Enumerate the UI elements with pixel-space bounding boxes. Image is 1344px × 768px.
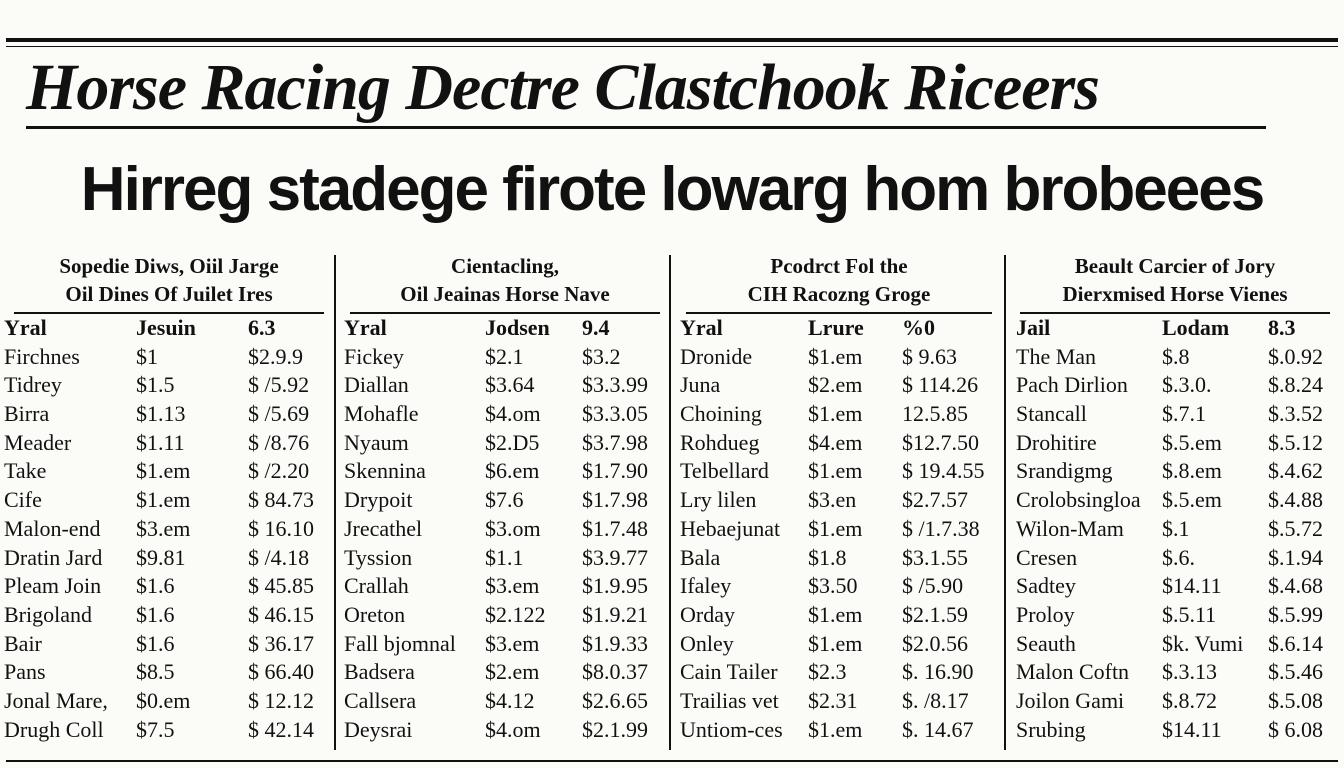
- payout-cell: $ 6.08: [1268, 716, 1323, 742]
- table-row: [676, 429, 1002, 458]
- column-heading-line-1: Cientacling,: [451, 254, 559, 278]
- odds-cell: $.5.em: [1162, 487, 1222, 513]
- column-heading-line-2: Dierxmised Horse Vienes: [1062, 282, 1288, 306]
- column-heading-line-2: Oil Jeainas Horse Nave: [400, 282, 610, 306]
- horse-name-cell: Jonal Mare,: [4, 687, 108, 713]
- table-row: [1010, 400, 1340, 429]
- table-row: [1010, 601, 1340, 630]
- table-row: [4, 371, 334, 400]
- horse-name-cell: Drypoit: [344, 487, 413, 513]
- payout-cell: $. 16.90: [902, 659, 974, 685]
- payout-cell: $ 16.10: [248, 515, 314, 541]
- horse-name-cell: Trailias vet: [680, 687, 779, 713]
- odds-cell: $3.em: [136, 515, 191, 541]
- odds-cell: $1.11: [136, 429, 185, 455]
- bottom-rule: [6, 760, 1338, 762]
- payout-cell: $ 46.15: [248, 601, 314, 627]
- payout-cell: $ 9.63: [902, 343, 957, 369]
- headline: Horse Racing Dectre Clastchook Riceers: [26, 50, 1266, 129]
- horse-name-cell: Cain Tailer: [680, 659, 778, 685]
- horse-name-cell: Skennina: [344, 458, 426, 484]
- payout-cell: $.0.92: [1268, 343, 1323, 369]
- horse-name-cell: Pleam Join: [4, 573, 102, 599]
- horse-name-cell: Meader: [4, 429, 72, 455]
- table-row: [4, 544, 334, 573]
- odds-cell: $3.64: [485, 372, 535, 398]
- table-row: [1010, 572, 1340, 601]
- odds-cell: $2.122: [485, 601, 546, 627]
- payout-cell: $ 36.17: [248, 630, 314, 656]
- payout-cell: $ 84.73: [248, 487, 314, 513]
- column-2: [340, 248, 670, 753]
- header-cell: Jail: [1016, 315, 1051, 340]
- table-row: [676, 343, 1002, 372]
- column-4: [1010, 248, 1340, 753]
- odds-cell: $6.em: [485, 458, 540, 484]
- odds-cell: $7.6: [485, 487, 524, 513]
- table-row: [4, 716, 334, 745]
- horse-name-cell: Stancall: [1016, 401, 1087, 427]
- table-row: [340, 687, 670, 716]
- payout-cell: $1.7.90: [582, 458, 648, 484]
- header-cell: 8.3: [1268, 315, 1296, 340]
- payout-cell: $ /1.7.38: [902, 515, 980, 541]
- table-row: [4, 429, 334, 458]
- header-cell: Lodam: [1162, 315, 1230, 340]
- horse-name-cell: Hebaejunat: [680, 515, 781, 541]
- payout-cell: $. 14.67: [902, 716, 974, 742]
- payout-cell: $ /4.18: [248, 544, 310, 570]
- horse-name-cell: Take: [4, 458, 47, 484]
- payout-cell: $ 42.14: [248, 716, 314, 742]
- odds-cell: $2.D5: [485, 429, 540, 455]
- table-row: [676, 486, 1002, 515]
- column-divider: [1004, 255, 1006, 750]
- results-table: [676, 314, 1002, 744]
- table-row: [676, 630, 1002, 659]
- payout-cell: $2.1.99: [582, 716, 648, 742]
- column-heading-line-1: Sopedie Diws, Oiil Jarge: [59, 254, 279, 278]
- odds-cell: $4.om: [485, 716, 541, 742]
- table-row: [340, 601, 670, 630]
- odds-cell: $.8: [1162, 343, 1190, 369]
- horse-name-cell: Lry lilen: [680, 487, 757, 513]
- horse-name-cell: Wilon-Mam: [1016, 515, 1124, 541]
- table-row: [1010, 716, 1340, 745]
- odds-cell: $1.em: [136, 487, 191, 513]
- horse-name-cell: Orday: [680, 601, 735, 627]
- odds-cell: $1.6: [136, 573, 175, 599]
- odds-cell: $1.6: [136, 601, 175, 627]
- payout-cell: $3.2: [582, 343, 621, 369]
- odds-cell: $4.12: [485, 687, 535, 713]
- payout-cell: $.4.62: [1268, 458, 1323, 484]
- horse-name-cell: Jrecathel: [344, 515, 423, 541]
- header-cell: Jesuin: [136, 315, 196, 340]
- payout-cell: $1.9.33: [582, 630, 648, 656]
- table-row: [4, 486, 334, 515]
- table-row: [340, 544, 670, 573]
- payout-cell: $.4.88: [1268, 487, 1323, 513]
- horse-name-cell: Pans: [4, 659, 46, 685]
- payout-cell: $ /5.69: [248, 401, 310, 427]
- payout-cell: $3.3.99: [582, 372, 648, 398]
- top-rule: [6, 38, 1338, 42]
- table-row: [340, 572, 670, 601]
- payout-cell: $. /8.17: [902, 687, 969, 713]
- odds-cell: $1.em: [808, 401, 863, 427]
- horse-name-cell: Fall bjomnal: [344, 630, 456, 656]
- horse-name-cell: Tidrey: [4, 372, 62, 398]
- header-cell: %0: [902, 315, 935, 340]
- horse-name-cell: Birra: [4, 401, 50, 427]
- odds-cell: $k. Vumi: [1162, 630, 1244, 656]
- odds-cell: $1.5: [136, 372, 175, 398]
- table-row: [340, 371, 670, 400]
- column-heading-line-1: Beault Carcier of Jory: [1074, 254, 1276, 278]
- column-heading-line-2: CIH Racozng Groge: [747, 282, 931, 306]
- payout-cell: $.5.72: [1268, 515, 1323, 541]
- odds-cell: $14.11: [1162, 573, 1222, 599]
- table-row: [4, 343, 334, 372]
- odds-cell: $.1: [1162, 515, 1190, 541]
- horse-name-cell: Malon Coftn: [1016, 659, 1130, 685]
- horse-name-cell: Sadtey: [1016, 573, 1076, 599]
- horse-name-cell: Onley: [680, 630, 734, 656]
- header-cell: Yral: [4, 315, 47, 340]
- table-row: [340, 457, 670, 486]
- odds-cell: $.5.11: [1162, 601, 1217, 627]
- horse-name-cell: Crolobsingloa: [1016, 487, 1141, 513]
- payout-cell: $.3.52: [1268, 401, 1323, 427]
- odds-cell: $.3.13: [1162, 659, 1217, 685]
- payout-cell: $ 12.12: [248, 687, 314, 713]
- column-3: [676, 248, 1002, 753]
- horse-name-cell: Deysrai: [344, 716, 413, 742]
- table-row: [1010, 515, 1340, 544]
- payout-cell: $ 19.4.55: [902, 458, 985, 484]
- table-row: [340, 486, 670, 515]
- horse-name-cell: Srandigmg: [1016, 458, 1113, 484]
- payout-cell: $.1.94: [1268, 544, 1323, 570]
- odds-cell: $2.em: [808, 372, 863, 398]
- odds-cell: $2.em: [485, 659, 540, 685]
- horse-name-cell: Firchnes: [4, 343, 80, 369]
- table-row: [1010, 429, 1340, 458]
- payout-cell: $.5.12: [1268, 429, 1323, 455]
- table-header-row: [1010, 314, 1340, 343]
- table-row: [676, 457, 1002, 486]
- payout-cell: $ /5.92: [248, 372, 310, 398]
- odds-cell: $1.13: [136, 401, 186, 427]
- table-row: [4, 687, 334, 716]
- table-row: [340, 515, 670, 544]
- payout-cell: $1.9.21: [582, 601, 648, 627]
- table-row: [1010, 544, 1340, 573]
- odds-cell: $1.em: [808, 630, 863, 656]
- odds-cell: $4.om: [485, 401, 541, 427]
- payout-cell: $2.0.56: [902, 630, 968, 656]
- horse-name-cell: Untiom-ces: [680, 716, 783, 742]
- table-row: [676, 687, 1002, 716]
- header-cell: 9.4: [582, 315, 610, 340]
- horse-name-cell: Drugh Coll: [4, 716, 104, 742]
- odds-cell: $.8.em: [1162, 458, 1222, 484]
- table-row: [340, 630, 670, 659]
- horse-name-cell: Nyaum: [344, 429, 409, 455]
- payout-cell: $.6.14: [1268, 630, 1323, 656]
- top-thin-rule: [6, 46, 1338, 47]
- horse-name-cell: Joilon Gami: [1016, 687, 1125, 713]
- horse-name-cell: Badsera: [344, 659, 415, 685]
- horse-name-cell: Telbellard: [680, 458, 769, 484]
- table-row: [676, 400, 1002, 429]
- payout-cell: $.4.68: [1268, 573, 1323, 599]
- odds-cell: $1.6: [136, 630, 175, 656]
- odds-cell: $.5.em: [1162, 429, 1222, 455]
- odds-cell: $1.em: [808, 343, 863, 369]
- odds-cell: $4.em: [808, 429, 863, 455]
- results-table: [4, 314, 334, 744]
- odds-cell: $2.3: [808, 659, 847, 685]
- table-row: [676, 716, 1002, 745]
- table-row: [676, 544, 1002, 573]
- horse-name-cell: Srubing: [1016, 716, 1086, 742]
- table-row: [340, 658, 670, 687]
- table-row: [340, 716, 670, 745]
- odds-cell: $1.1: [485, 544, 524, 570]
- payout-cell: $.5.46: [1268, 659, 1323, 685]
- payout-cell: $ 66.40: [248, 659, 314, 685]
- odds-cell: $14.11: [1162, 716, 1222, 742]
- table-row: [1010, 457, 1340, 486]
- odds-cell: $1.em: [808, 458, 863, 484]
- payout-cell: $ /8.76: [248, 429, 310, 455]
- payout-cell: $ /5.90: [902, 573, 964, 599]
- header-cell: Yral: [680, 315, 723, 340]
- column-heading-line-2: Oil Dines Of Juilet Ires: [65, 282, 273, 306]
- payout-cell: $3.9.77: [582, 544, 648, 570]
- column-heading: [340, 248, 670, 312]
- table-row: [1010, 486, 1340, 515]
- odds-cell: $3.om: [485, 515, 541, 541]
- table-header-row: [4, 314, 334, 343]
- horse-name-cell: Tyssion: [344, 544, 413, 570]
- horse-name-cell: Seauth: [1016, 630, 1076, 656]
- table-header-row: [340, 314, 670, 343]
- payout-cell: $2.7.57: [902, 487, 968, 513]
- horse-name-cell: Rohdueg: [680, 429, 760, 455]
- header-cell: Jodsen: [485, 315, 550, 340]
- odds-cell: $8.5: [136, 659, 175, 685]
- column-heading: [4, 248, 334, 312]
- horse-name-cell: Fickey: [344, 343, 404, 369]
- table-row: [4, 515, 334, 544]
- column-heading-line-1: Pcodrct Fol the: [770, 254, 908, 278]
- table-row: [676, 515, 1002, 544]
- horse-name-cell: Oreton: [344, 601, 406, 627]
- table-row: [1010, 343, 1340, 372]
- table-row: [4, 400, 334, 429]
- odds-cell: $1: [136, 343, 158, 369]
- horse-name-cell: Drohitire: [1016, 429, 1097, 455]
- horse-name-cell: Malon-end: [4, 515, 101, 541]
- odds-cell: $2.31: [808, 687, 858, 713]
- horse-name-cell: Bair: [4, 630, 42, 656]
- table-row: [4, 658, 334, 687]
- table-row: [4, 630, 334, 659]
- odds-cell: $1.8: [808, 544, 847, 570]
- horse-name-cell: Proloy: [1016, 601, 1075, 627]
- table-row: [676, 601, 1002, 630]
- payout-cell: $1.7.98: [582, 487, 648, 513]
- payout-cell: $ 45.85: [248, 573, 314, 599]
- payout-cell: $12.7.50: [902, 429, 979, 455]
- payout-cell: $2.6.65: [582, 687, 648, 713]
- payout-cell: $2.9.9: [248, 343, 303, 369]
- horse-name-cell: Dronide: [680, 343, 753, 369]
- header-cell: 6.3: [248, 315, 276, 340]
- payout-cell: $ /2.20: [248, 458, 310, 484]
- odds-cell: $1.em: [808, 515, 863, 541]
- results-table: [1010, 314, 1340, 744]
- subheadline: Hirreg stadege firote lowarg hom brobeees: [80, 155, 1264, 224]
- horse-name-cell: Crallah: [344, 573, 409, 599]
- odds-cell: $7.5: [136, 716, 175, 742]
- odds-cell: $1.em: [136, 458, 191, 484]
- odds-cell: $1.em: [808, 716, 863, 742]
- odds-cell: $0.em: [136, 687, 191, 713]
- payout-cell: $3.3.05: [582, 401, 648, 427]
- odds-cell: $3.en: [808, 487, 857, 513]
- horse-name-cell: The Man: [1016, 343, 1097, 369]
- table-row: [4, 601, 334, 630]
- payout-cell: $.5.08: [1268, 687, 1323, 713]
- horse-name-cell: Pach Dirlion: [1016, 372, 1128, 398]
- horse-name-cell: Ifaley: [680, 573, 732, 599]
- table-row: [1010, 371, 1340, 400]
- table-row: [340, 343, 670, 372]
- horse-name-cell: Bala: [680, 544, 721, 570]
- table-row: [1010, 687, 1340, 716]
- horse-name-cell: Juna: [680, 372, 721, 398]
- table-row: [676, 371, 1002, 400]
- horse-name-cell: Callsera: [344, 687, 417, 713]
- payout-cell: 12.5.85: [902, 401, 968, 427]
- payout-cell: $3.1.55: [902, 544, 968, 570]
- horse-name-cell: Cife: [4, 487, 42, 513]
- table-row: [676, 658, 1002, 687]
- table-row: [340, 400, 670, 429]
- odds-cell: $3.em: [485, 573, 540, 599]
- odds-cell: $3.em: [485, 630, 540, 656]
- horse-name-cell: Diallan: [344, 372, 409, 398]
- payout-cell: $.5.99: [1268, 601, 1323, 627]
- table-row: [4, 457, 334, 486]
- column-heading: [1010, 248, 1340, 312]
- odds-cell: $1.em: [808, 601, 863, 627]
- table-row: [4, 572, 334, 601]
- payout-cell: $1.9.95: [582, 573, 648, 599]
- payout-cell: $ 114.26: [902, 372, 979, 398]
- odds-cell: $9.81: [136, 544, 186, 570]
- horse-name-cell: Cresen: [1016, 544, 1078, 570]
- horse-name-cell: Dratin Jard: [4, 544, 103, 570]
- odds-cell: $.6.: [1162, 544, 1195, 570]
- odds-cell: $2.1: [485, 343, 524, 369]
- payout-cell: $8.0.37: [582, 659, 648, 685]
- column-divider: [334, 255, 336, 750]
- odds-cell: $3.50: [808, 573, 858, 599]
- column-1: [4, 248, 334, 753]
- payout-cell: $.8.24: [1268, 372, 1323, 398]
- horse-name-cell: Mohafle: [344, 401, 419, 427]
- payout-cell: $2.1.59: [902, 601, 968, 627]
- horse-name-cell: Choining: [680, 401, 762, 427]
- header-cell: Lrure: [808, 315, 864, 340]
- column-heading: [676, 248, 1002, 312]
- results-table: [340, 314, 670, 744]
- table-row: [340, 429, 670, 458]
- odds-cell: $.7.1: [1162, 401, 1206, 427]
- header-cell: Yral: [344, 315, 387, 340]
- table-row: [1010, 658, 1340, 687]
- payout-cell: $1.7.48: [582, 515, 648, 541]
- horse-name-cell: Brigoland: [4, 601, 92, 627]
- table-row: [676, 572, 1002, 601]
- odds-cell: $.8.72: [1162, 687, 1217, 713]
- odds-cell: $.3.0.: [1162, 372, 1212, 398]
- table-row: [1010, 630, 1340, 659]
- table-header-row: [676, 314, 1002, 343]
- payout-cell: $3.7.98: [582, 429, 648, 455]
